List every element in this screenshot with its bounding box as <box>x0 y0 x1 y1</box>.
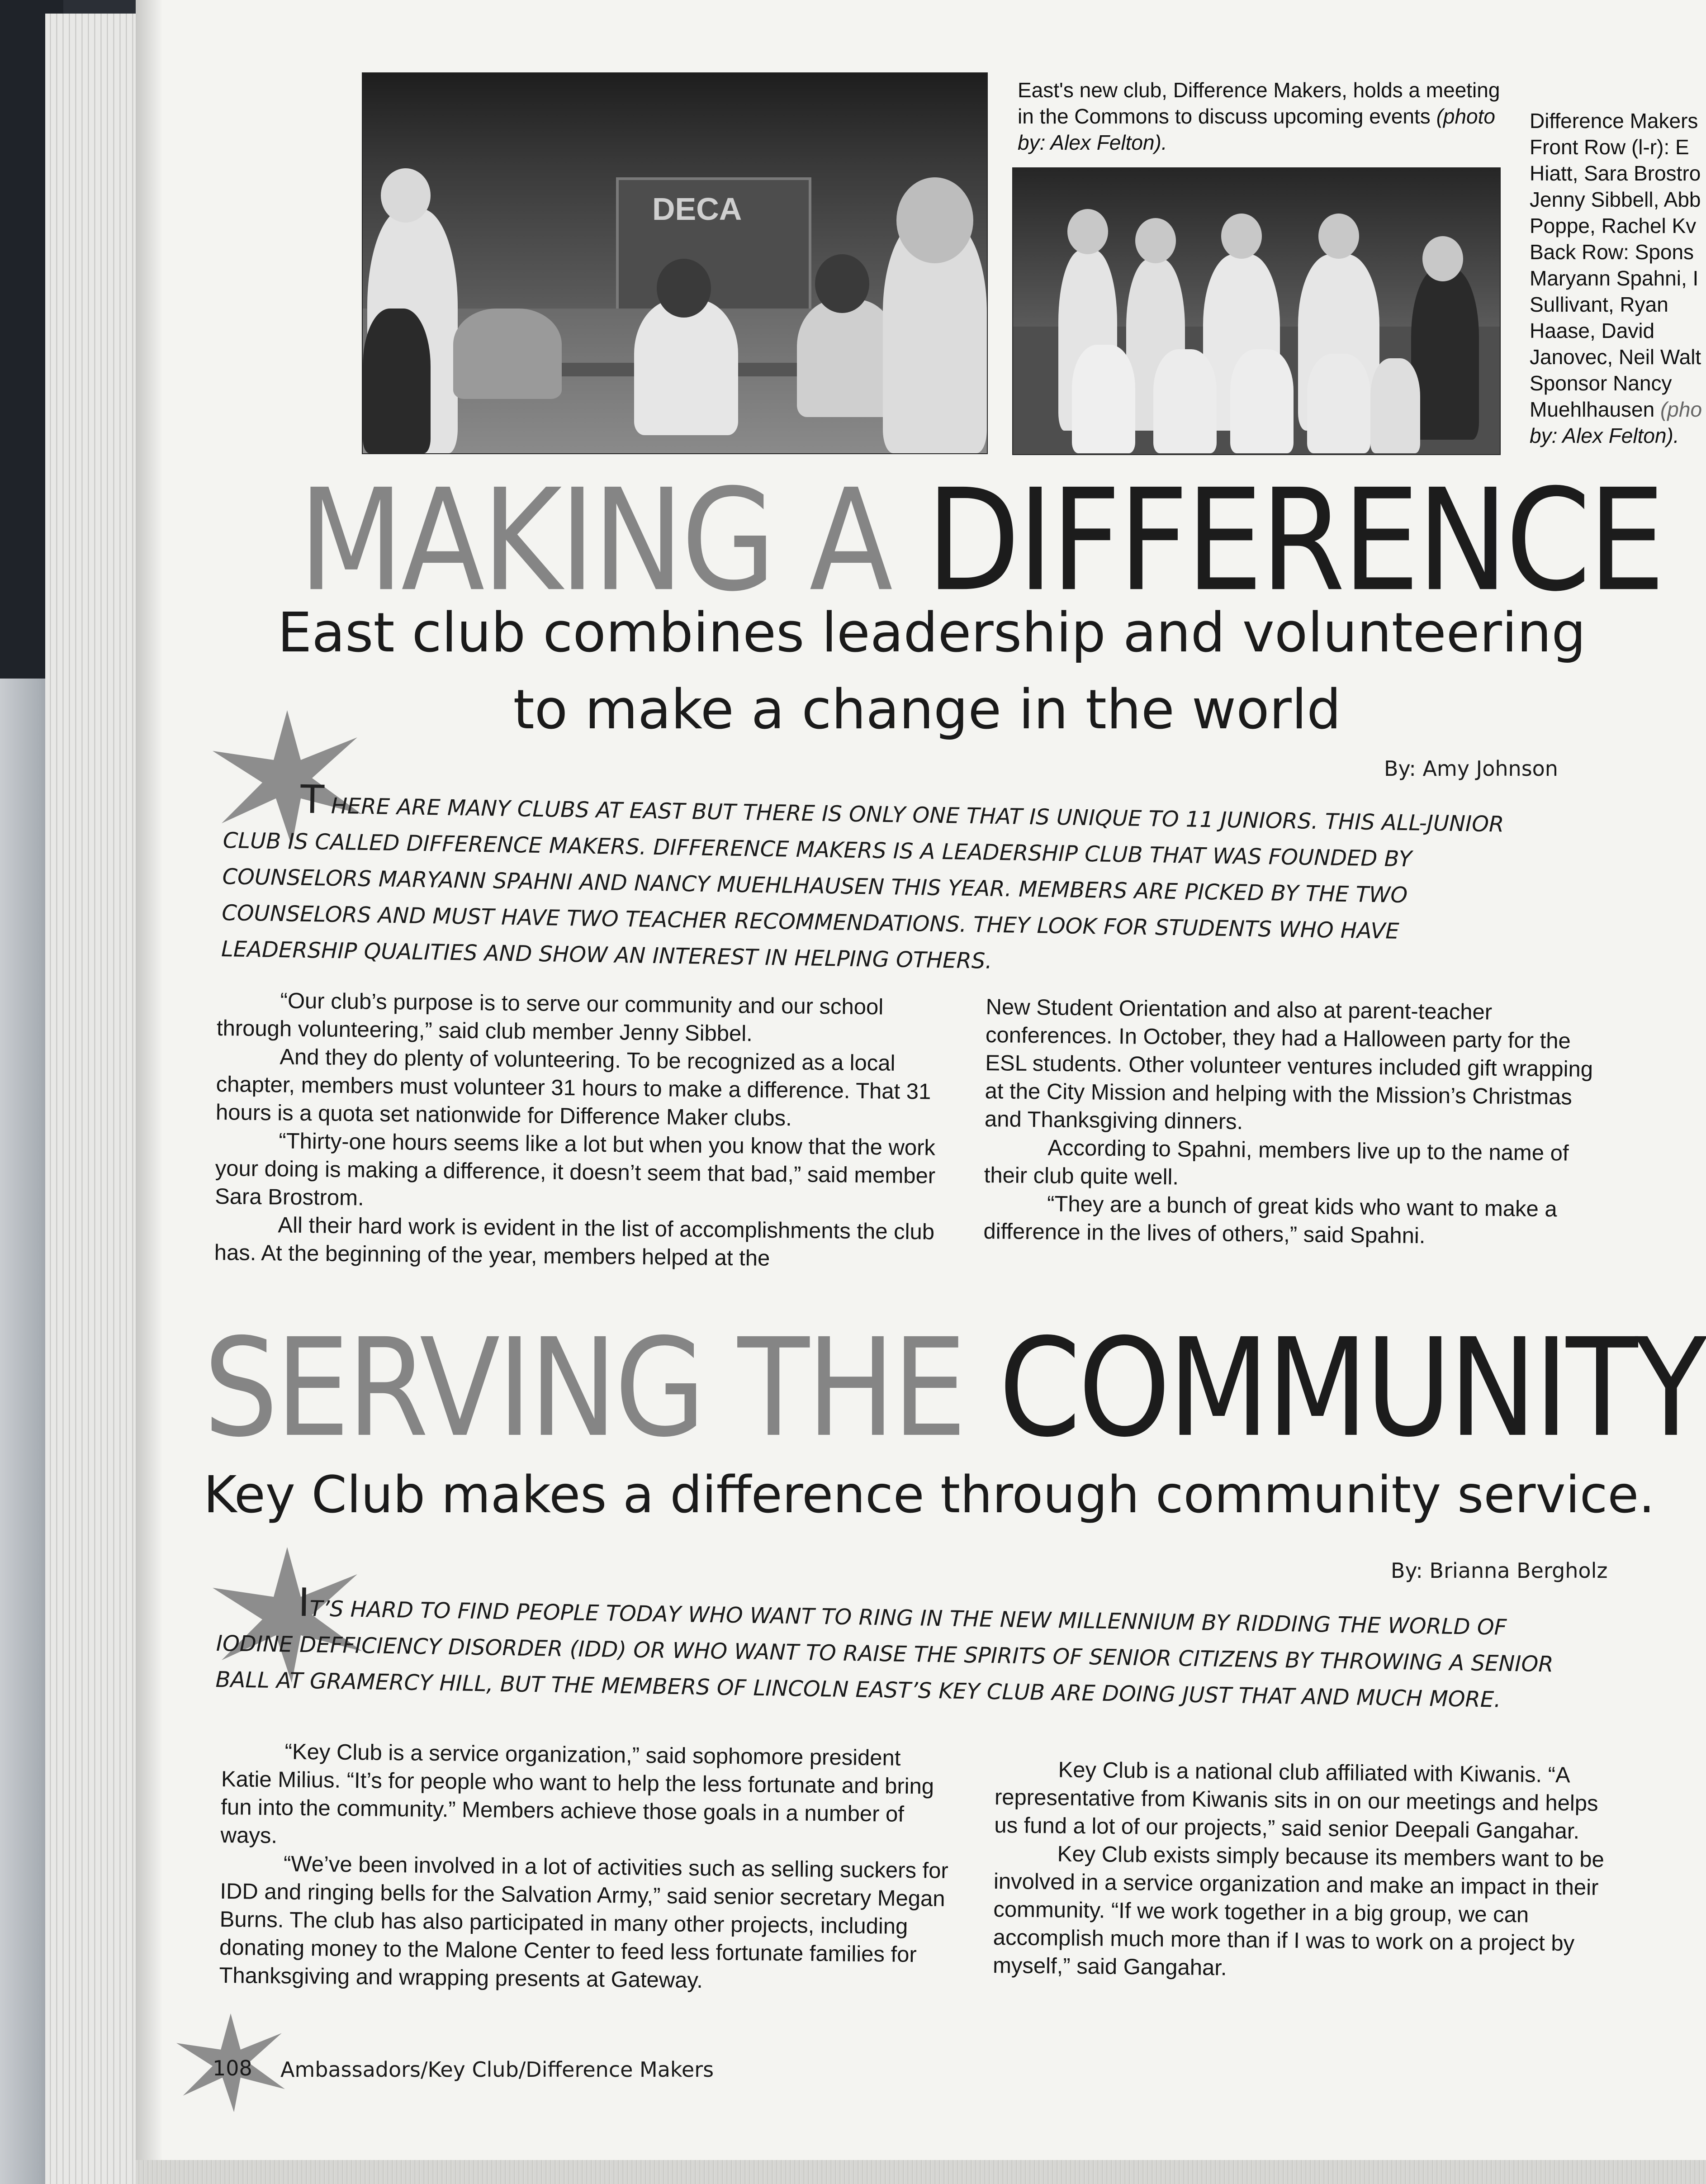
headline-serving-the-community: SERVING THE COMMUNITY <box>204 1310 1705 1467</box>
footer-section-label: Ambassadors/Key Club/Difference Makers <box>280 2057 714 2082</box>
lede-article1: T HERE ARE MANY CLUBS AT EAST BUT THERE IS ONLY ONE THAT IS UNIQUE TO 11 JUNIORS. THIS ALL-JUNIOR CLUB IS CALLED DIFFERENCE MAKERS. DIFFERENCE MAKERS IS A LEADERSHIP CLUB THAT WAS FOUNDED BY COUNSELORS MARYANN SPAHNI AND NANCY MUEHLHAUSEN THIS YEAR. MEMBERS ARE PICKED BY THE TWO COUNSELORS AND MUST HAVE TWO TEACHER RECOMMENDATIONS. THEY LOOK FOR STUDENTS WHO HAVE LEADERSHIP QUALITIES AND SHOW AN INTEREST IN HELPING OTHERS. <box>221 777 1504 974</box>
byline-article2: By: Brianna Bergholz <box>1391 1558 1608 1583</box>
byline-article1: By: Amy Johnson <box>1384 756 1558 781</box>
photo-caption-meeting: East's new club, Difference Makers, holds a meeting in the Commons to discuss upcoming events (photo by: Alex Felton). <box>1018 78 1500 154</box>
article2-column-right: Key Club is a national club affiliated with Kiwanis. “A representative from Kiwanis sits in on our meetings and helps us fund a lot of our projects,” said senior Deepali Gangahar. Key Club exists simply because its members want to be involved in a service organization and make an impact in their community. “If we work together in a big group, we can accomplish much more than if I was to work on a project by myself,” said Gangahar. <box>992 1757 1605 1980</box>
photo-difference-makers-group <box>1012 167 1501 455</box>
subhead-article1-line2: to make a change in the world <box>513 679 1341 741</box>
deca-sign: DECA <box>652 191 742 227</box>
headline-making-a-difference: MAKING A DIFFERENCE <box>299 458 1663 622</box>
page-number: 108 <box>213 2056 252 2080</box>
article1-column-right: New Student Orientation and also at parent-teacher conferences. In October, they had a Halloween party for the ESL students. Other volunteer ventures included gift wrapping at the City Mission and helping with the Mission’s Christmas and Thanksgiving dinners. According to Spahni, members live up to the name of their club quite well. “They are a bunch of great kids who want to make a difference in the lives of others,” said Spahni. <box>983 994 1593 1249</box>
article1-column-left: “Our club’s purpose is to serve our community and our school through volunteering,” said club member Jenny Sibbel. And they do plenty of volunteering. To be recognized as a local chapter, members must volunteer 31 hours to make a difference. That 31 hours is a quota set nationwide for Difference Maker clubs. “Thirty-one hours seems like a lot but when you know that the work your doing is making a difference, it doesn’t seem that bad,” said member Sara Brostrom. All their hard work is evident in the list of accomplishments the club has. At the beginning of the year, members helped at the <box>214 988 936 1271</box>
photo-caption-group: Difference Makers Front Row (l-r): E Hiatt, Sara Brostro Jenny Sibbell, Abb Poppe, Rachel Kv Back Row: Spons Maryann Spahni, I Sullivant, Ryan Haase, David Janovec, Neil Walt Sponsor Nancy Muehlhausen (pho by: Alex Felton). <box>1530 109 1702 447</box>
article2-column-left: “Key Club is a service organization,” said sophomore president Katie Milius. “It’s for people who want to help the less fortunate and bring fun into the community.” Members achieve those goals in a number of ways. “We’ve been involved in a lot of activities such as selling suckers for IDD and ringing bells for the Salvation Army,” said senior secretary Megan Burns. The club has also participated in many other projects, including donating money to the Malone Center to feed less fortunate families for Thanksgiving and wrapping presents at Gateway. <box>219 1739 949 1993</box>
page-gutter-shadow <box>136 0 163 2184</box>
subhead-article1-line1: East club combines leadership and volunteering <box>277 602 1586 665</box>
page-bottom-edge <box>136 2160 1706 2184</box>
subhead-article2: Key Club makes a difference through community service. <box>204 1466 1655 1524</box>
lede-article2: IT’S HARD TO FIND PEOPLE TODAY WHO WANT TO RING IN THE NEW MILLENNIUM BY RIDDING THE WORLD OF IODINE DEFFICIENCY DISORDER (IDD) OR WHO WANT TO RAISE THE SPIRITS OF SENIOR CITIZENS BY THROWING A SENIOR BALL AT GRAMERCY HILL, BUT THE MEMBERS OF LINCOLN EAST’S KEY CLUB ARE DOING JUST THAT AND MUCH MORE. <box>215 1580 1554 1713</box>
photo-meeting-commons <box>362 72 988 454</box>
